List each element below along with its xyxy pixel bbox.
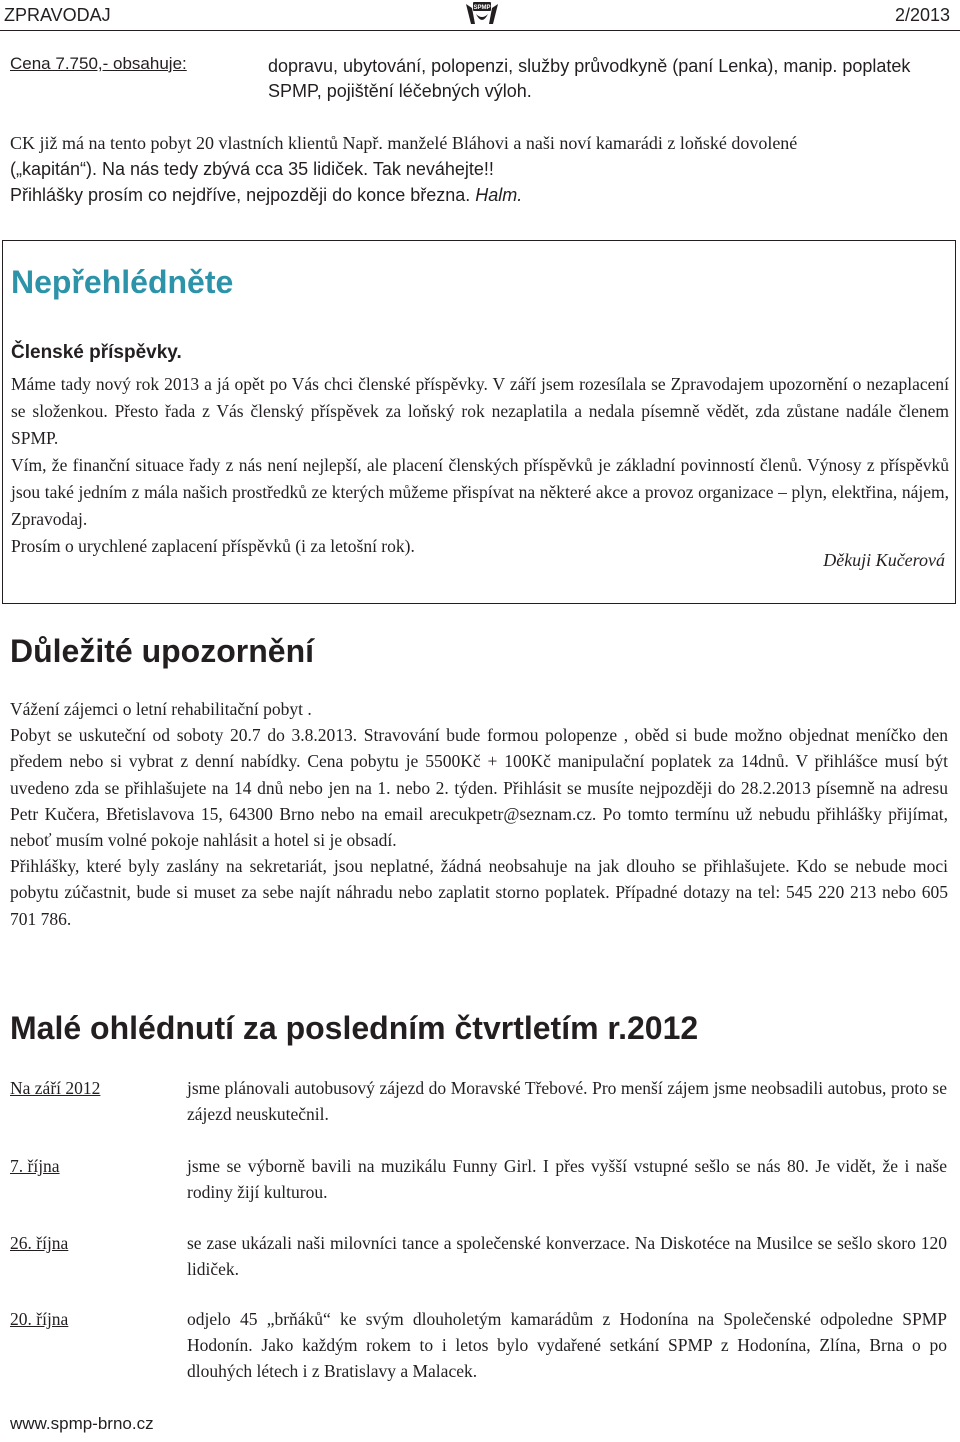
notice-body xyxy=(11,371,949,560)
event-text: jsme se výborně bavili na muzikálu Funny Girl. I přes vyšší vstupné sešlo se nás 80. Je vidět, že i naše rodiny žijí kulturou. xyxy=(187,1156,947,1202)
important-title: Důležité upozornění xyxy=(10,633,314,669)
notice-box xyxy=(2,240,956,604)
event-date: 7. října xyxy=(10,1156,60,1176)
ck-line-2: („kapitán“). Na nás tedy zbývá cca 35 lidiček. Tak neváhejte!! xyxy=(10,159,494,179)
important-paragraph: Vážení zájemci o letní rehabilitační pobyt . xyxy=(10,699,312,719)
event-text: jsme plánovali autobusový zájezd do Moravské Třebové. Pro menší zájem jsme neobsadili autobus, proto se zájezd neuskutečnil. xyxy=(187,1078,947,1124)
event-date: 26. října xyxy=(10,1233,69,1253)
notice-paragraph: Vím, že finanční situace řady z nás není nejlepší, ale placení členských příspěvků je základní povinností členů. Výnosy z příspěvků jsou také jedním z mála našich prostředků ze kterých můžeme přispívat na některé akce a provoz organizace – plyn, elektřina, nájem, Zpravodaj. xyxy=(11,455,949,529)
spmp-logo-icon xyxy=(463,0,501,28)
price-label: Cena 7.750,- obsahuje: xyxy=(10,54,187,73)
footer-url[interactable]: www.spmp-brno.cz xyxy=(10,1414,154,1433)
notice-signature: Děkuji Kučerová xyxy=(823,550,945,570)
issue-number: 2/2013 xyxy=(894,5,950,25)
important-body xyxy=(10,696,948,932)
event-text: se zase ukázali naši milovníci tance a společenské konverzace. Na Diskotéce na Musilce se sešlo skoro 120 lidiček. xyxy=(187,1233,947,1279)
important-paragraph: Přihlášky, které byly zaslány na sekretariát, jsou neplatné, žádná neobsahuje na jak dlouho se přihlašujete. Kdo se nebude moci pobytu zúčastnit, bude si muset za sebe najít náhradu nebo zaplatit storno poplatek. Případné dotazy na tel: 545 220 213 nebo 605 701 786. xyxy=(10,856,948,929)
page-header xyxy=(0,0,960,31)
important-paragraph: Pobyt se uskuteční od soboty 20.7 do 3.8.2013. Stravování bude formou polopenze , oběd si bude možno objednat meníčko den předem nebo si vybrat z denní nabídky. Cena pobytu je 5500Kč + 100Kč manipulační poplatek za 14dnů. V přihlášce musí být uvedeno zda se přihlašujete na 14 dnů nebo jen na 1. nebo 2. týden. Přihlásit se musíte nejpozději do 28.2.2013 písemně na adresu Petr Kučera, Břetislavova 15, 64300 Brno nebo na email arecukpetr@seznam.cz. Po tomto termínu už nebudu přihlášky přijímat, neboť musím volné pokoje nahlásit a hotel si je obsadí. xyxy=(10,725,948,851)
publication-title: ZPRAVODAJ xyxy=(4,5,111,25)
review-title: Malé ohlédnutí za posledním čtvrtletím r.2012 xyxy=(10,1010,699,1046)
event-date: Na září 2012 xyxy=(10,1078,101,1098)
notice-paragraph: Prosím o urychlené zaplacení příspěvků (i za letošní rok). xyxy=(11,536,415,556)
ck-line-1: CK již má na tento pobyt 20 vlastních klientů Např. manželé Bláhovi a naši noví kamarádi z loňské dovolené xyxy=(10,133,798,153)
price-text: dopravu, ubytování, polopenzi, služby průvodkyně (paní Lenka), manip. poplatek SPMP, pojištění léčebných výloh. xyxy=(268,56,911,101)
event-date: 20. října xyxy=(10,1309,69,1329)
notice-subtitle: Členské příspěvky. xyxy=(11,342,182,363)
ck-line-3-text: Přihlášky prosím co nejdříve, nejpozději do konce března. xyxy=(10,185,476,205)
notice-paragraph: Máme tady nový rok 2013 a já opět po Vás chci členské příspěvky. V září jsem rozesílala se Zpravodajem upozornění o nezaplacení se složenkou. Přesto řada z Vás členský příspěvek za loňský rok nezaplatila a nedala písemně vědět, zda zůstane nadále členem SPMP. xyxy=(11,374,949,448)
event-text: odjelo 45 „brňáků“ ke svým dlouholetým kamarádům z Hodonína na Společenské odpoledne SPMP Hodonín. Jako každým rokem to i letos bylo vydařené setkání SPMP z Hodonína, Zlína, Brna o po dlouhých létech i z Bratislavy a Malacek. xyxy=(187,1309,947,1381)
ck-signature: Halm. xyxy=(475,185,523,205)
ck-paragraph xyxy=(10,130,955,208)
ck-line-3 xyxy=(10,182,955,208)
logo-text: SPMP xyxy=(473,5,491,11)
notice-title: Nepřehlédněte xyxy=(11,264,234,300)
